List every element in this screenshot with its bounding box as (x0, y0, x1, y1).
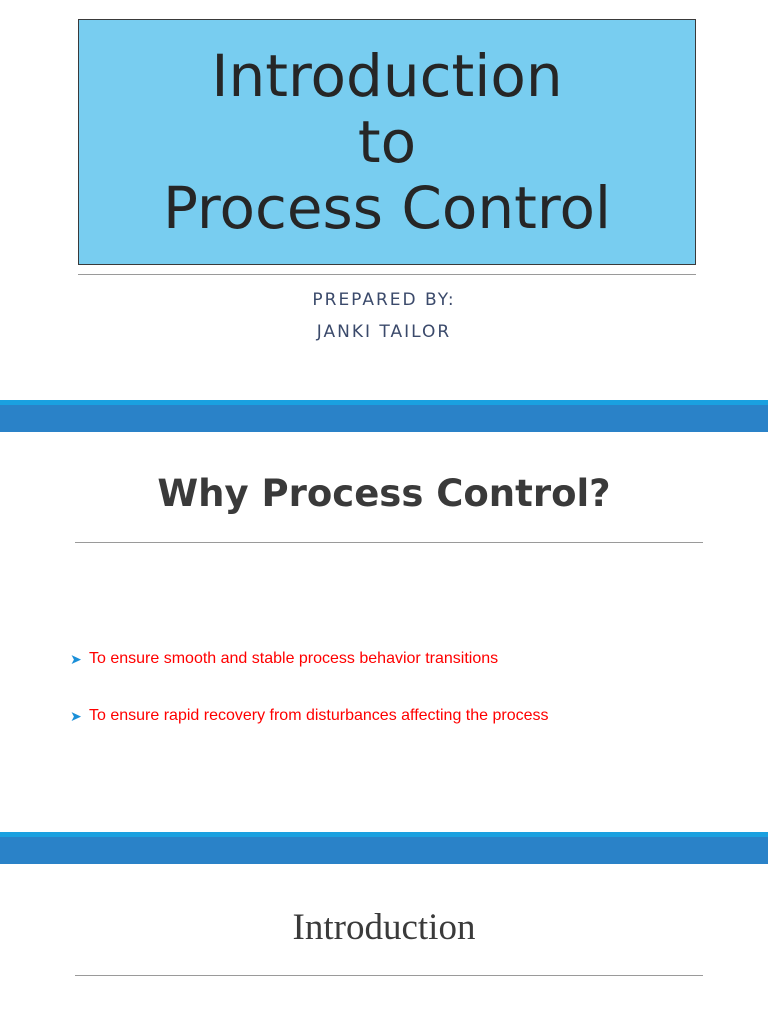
slide-heading: Why Process Control? (157, 472, 611, 515)
slide-why-process-control (0, 432, 768, 832)
slide-separator (0, 832, 768, 864)
list-item (70, 650, 498, 668)
heading-divider (75, 542, 703, 543)
title-line-1: Introduction (211, 42, 563, 110)
title-box (78, 19, 696, 265)
slide-heading: Introduction (292, 907, 476, 948)
slide-title (0, 0, 768, 400)
prepared-by-label: PREPARED BY: (312, 290, 456, 310)
slide-separator (0, 400, 768, 432)
title-line-3: Process Control (162, 174, 612, 242)
bullet-text: To ensure rapid recovery from disturbances affecting the process (89, 707, 549, 724)
list-item (70, 707, 549, 725)
title-divider (78, 274, 696, 275)
author-name: JANKI TAILOR (316, 322, 452, 342)
title-line-2: to (357, 108, 417, 176)
slide-introduction (0, 864, 768, 1024)
arrow-right-icon: ➤ (70, 650, 82, 667)
arrow-right-icon: ➤ (70, 707, 82, 724)
bullet-text: To ensure smooth and stable process behavior transitions (89, 650, 499, 667)
heading-divider (75, 975, 703, 976)
